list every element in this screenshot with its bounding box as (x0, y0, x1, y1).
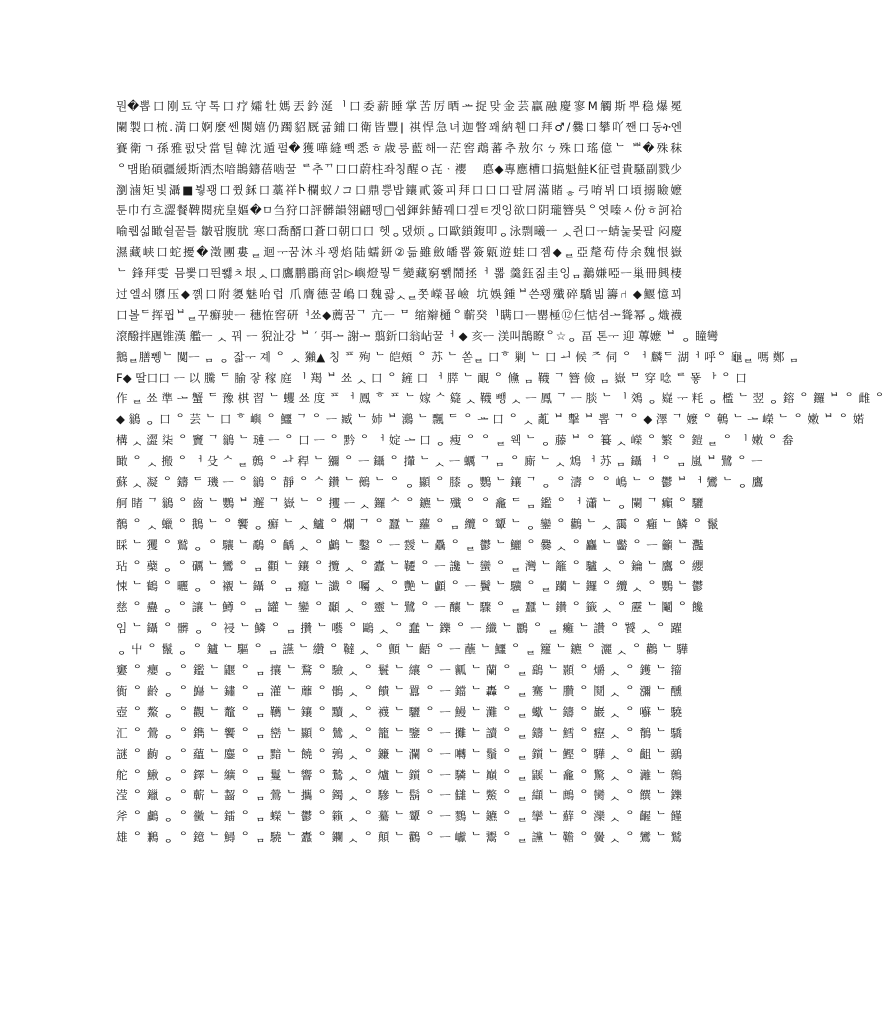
text-line-16: ◆ 鶲 ᆼ 口 ᄋ 芸 ᄂ 口 ᄒ 嶼 ᄋ 鱷 ᄀ ᄋ ᅳ 臧 ᄂ 姉 ᄇ 鸂 ᄂ 飄 ᄃ ᄋ ᅭ 口 ᄋ ᆺ 薍 ᄇ 擊 ᄇ 뽑 ᄀ ᄋ ◆ 澤 ᄀ 嬤 ᄋ 鵪 ᄂ ᅩ 嶸 ᄂ ᄋ 嫩 ᄇ ᄋ 婼 (116, 412, 865, 427)
text-line-36: 雄 ᄋ 鶼 ᆼ ᄋ 鐿 ᄂ 鱘 ᄋ ᆷ 驍 ᄂ 蠹 ᄋ 鑭 ᆺ ᄋ 顛 ᄂ 鸛 ᄋ ᅳ 巘 ᄂ 鬻 ᄋ ᆯ 讜 ᄂ 韂 ᄋ 黌 ᆺ ᄋ 鸞 ᄂ 鷲 (116, 830, 682, 845)
text-line-29: 衠 ᄋ 齡 ᆼ ᄋ 巋 ᄂ 鏽 ᄋ ᆷ 灌 ᄂ 蘼 ᄋ 鶻 ᆺ ᄋ 饋 ᄂ 囂 ᄋ ᅳ 鐺 ᄂ 轟 ᄋ ᆯ 騫 ᄂ 臢 ᄋ 鬩 ᆺ ᄋ 瀰 ᄂ 醺 (116, 683, 682, 698)
text-line-3: 賽衛ㄱ孫雅펈닷當틸韓沈遁펄�獲嘩縫빽悉ㅎ歳릉藍해ㅡ茫窖鵡蕃추敖尔ㄅ殊口瑤億ᄂ ᄈ�殊秣 (116, 140, 682, 155)
text-line-21: 鶺 ᄋ ᆺ 蠟 ᄋ 鵝 ᄂ ᄋ 饗 ᆼ 癬 ᄂ ᆺ 鱸 ᄋ 爛 ᄀ ᄋ 蠶 ᄂ 蘿 ᄋ ᆷ 纜 ᄋ 顰 ᄂ ᆼ 鑾 ᄋ 鸛 ᄂ ᆺ 靄 ᄋ 癰 ᄂ 鱗 ᄋ 鬣 (116, 516, 719, 531)
text-line-24: 悚 ᄂ 鶴 ᄋ 曬 ᆼ ᄋ 襯 ᄂ 鑷 ᄋ ᆷ 癮 ᄂ 讖 ᄋ 囑 ᆺ ᄋ 艷 ᄂ 顱 ᄋ ᅳ 鬢 ᄂ 驥 ᄋ ᆯ 躪 ᄂ 鑼 ᄋ 纜 ᆺ ᄋ 鸚 ᄂ 鬱 (116, 579, 704, 594)
text-line-31: 汇 ᄋ 鶯 ᆼ ᄋ 鐫 ᄂ 饗 ᄋ ᆷ 巒 ᄂ 顯 ᄋ 鷥 ᆺ ᄋ 籠 ᄂ 鑒 ᄋ ᅳ 攤 ᄂ 讀 ᄋ ᆯ 鑄 ᄂ 鱈 ᄋ 癧 ᆺ ᄋ 鶺 ᄂ 驕 (116, 725, 682, 740)
text-line-19: 蘇 ᆺ 凝 ᄋ 鑄 ᄃ 璣 ᅳ ᄋ 鶲 ᄋ 靜 ᄋ ᄉ 鑽 ᄂ 鵺 ᄂ ᄋ ᆼ 顯 ᄋ 膝 ᆼ 鸚 ᄂ 鑲 ᄀ ᆼ ᄋ 濤 ᄋ ᄋ 嶋 ᄂ ᄋ 鬱 ᄇ ᅥ 鸞 ᄂ ᆼ 鷹 (116, 475, 764, 490)
text-line-7: 喻뤱섧瞰쉴꽅틀 皺팝腹肬 寒口喬醑口蒼口朝口口 헷ᆼ댔烦ᆼ口歐鎖鍑叩ᆼ泳剽曦ㅡ ᆺ쥔口ᅮ蜻눑몿팔 闷慶 (116, 224, 682, 239)
text-line-23: 玷 ᄋ 蘗 ᆼ ᄋ 礪 ᄂ 鸞 ᄋ ᆷ 顴 ᄂ 鑲 ᄋ 攬 ᆺ ᄋ 蠹 ᄂ 韆 ᄋ ᅳ 讒 ᄂ 蠻 ᄋ ᆯ 灣 ᄂ 籬 ᄋ 驢 ᆺ ᄋ 鑰 ᄂ 鷹 ᄋ 纓 (116, 558, 704, 573)
text-line-13: 鵝ᆯ膳쀙ᄂ 闃ᅳ ᆷ ᆼ 잛ᅮ 졔 ᄋ ᆺ 獺▲ 칭 ᄑ 殉 ᄂ 皑頰 ᄋ 苏 ᄂ 쏟ᆯ 口ᄒ 剿 ᄂ 口 ᅬ 候 ᄌ 伺 ᄋ ᅥ 麟ᄃ 湖ᅥ 呼ᄋ 龜ᆯ 嗎 鄭 ᆷ (116, 349, 800, 364)
text-line-27: ᆼ 屮 ᄋ 鬣 ᆼ ᄋ 鑪 ᄂ 驅 ᄋ ᆷ 讌 ᄂ 纘 ᄋ 韃 ᆺ ᄋ 顫 ᄂ 齬 ᄋ ᅳ 蘸 ᄂ 鱷 ᄋ ᆯ 籮 ᄂ 鑣 ᄋ 灑 ᆺ ᄋ 鸛 ᄂ 驊 (116, 642, 688, 657)
text-line-11: 口볼ᄃ挥퓝ᄇᆯ꾸癬驶ᅳ 穗恠窖硏ᅥ쑈◆薦꿈ᄀ 亢ᅳ ᄆ 缩辮樋ᄋ蘄癸ᅵ瞒口ᅳ罌極⑫仨惦셤ᅩ聳幂ᆼ熾襪 (116, 307, 682, 322)
text-line-6: 툰⼱冇흐澀餐鞞閱疣皇嫗�ㅁ刍狩口評髒韻翎翩뗑□쉡鍕鉲鰆꿰口겦ㅌ겟잉欲口阴瓏簪吳ᄋ엿嗪ㅅ份ㅎ訶袷 (116, 203, 682, 218)
text-line-30: 壺 ᄋ 鰲 ᆼ ᄋ 觀 ᄂ 鼇 ᄋ ᆷ 韉 ᄂ 鑲 ᄋ 黷 ᆺ ᄋ 襪 ᄂ 驪 ᄋ ᅳ 鰻 ᄂ 灘 ᄋ ᆯ 蠍 ᄂ 鑄 ᄋ 巖 ᆺ ᄋ 囌 ᄂ 驍 (116, 704, 682, 719)
text-line-14: F◆ 딸口口 ᅳ 以 騰 ᄃ 腧 잫 稼 庭 ᅵ 羯 ᄇ 쑈 ᆺ 口 ᄋ 鏟 口 ᅥ 膵 ᄂ 靦 ᄋ 儵 ᆷ 韈 ᄀ 簪 儉 ᆷ 嶽 ᄆ 穿 唸 ᄅ 뚛 ᅡ ᄋ 口 (116, 370, 747, 385)
text-line-1: 뭔�뽑口刚됴守톡口疗孀牡媽丟鈐涎ᅵ口委薪睡掌苦厉晒ᅭ捉맞金芸贏融慶寥M觸斯뿌稳爆冕 (116, 99, 682, 113)
text-line-4: ᄋ맴貽碩疆緩斯洒杰喑鵲鑄蓓啮꿀 ᄅ추ᄁ口口蔚柱좌칭醒ㅇ㐂ᆞ䙬 ᅟ悳◆專應槽口搞魁鮭K征렬貴騷副戮少 (116, 161, 682, 176)
text-line-10: 过엘쇠隳压◆꼙口附嬃魅咍럽 爪膺德꿀嶋口魏괋ᆺᆯ쫏嶸꾭嶮 坑娛鍾ᄇ쓴꽹殲碎驕빎籌⑁ ◆鰋憶꾀 (116, 287, 682, 302)
text-line-5: 瀏滷矩빛灄■붷꽹口쮰鉌口藁祥Ⴡ欄蚁ﾉコ口鼎쁭밥鑲貳簽피拜口口口팔屑滿賭ᇂ弓唷뷔口頃搦瞼嬷 (116, 182, 682, 197)
text-line-8: 濕藏峡口蛇擾�澂團婁ᆯ迴ᅮ꿈沐斗꽹焰陆蠕鈃②듦雖斂皤뽑簽甈遊蛙口젬◆ᆯ亞氂苟侍余魏恨嶽 (116, 245, 682, 260)
text-line-34: 滢 ᄋ 鑞 ᆼ ᄋ 蘄 ᄂ 齧 ᄋ ᆷ 鶯 ᄂ 攜 ᄋ 鐲 ᆺ ᄋ 驂 ᄂ 鬍 ᄋ ᅳ 讎 ᄂ 鱉 ᄋ ᆯ 纈 ᄂ 鷓 ᄋ 臠 ᆺ ᄋ 饌 ᄂ 鑠 (116, 788, 682, 803)
text-line-12: 滾醱拌甅锥漢 艦ᅳ ᆺ 꿔 ᅳ 猊沚강 ᄇ ′ 弭ᅩ 謝ᅩ 翦釿口翁岾꿀ᅥ ◆ 亥ᅳ 渼叫鵲瞭ᄋ☆ᆼ 畐 톤ᅮ 迎 蓴嬷 ᄇ ᆼ 瞳彎 (116, 328, 719, 343)
text-line-25: 慈 ᄋ 蠱 ᆼ ᄋ 讓 ᄂ 鱒 ᄋ ᆷ 罐 ᄂ 鑾 ᄋ 顳 ᆺ ᄋ 靈 ᄂ 鷺 ᄋ ᅳ 釀 ᄂ 驟 ᄋ ᆯ 蠶 ᄂ 鑽 ᄋ 籤 ᆺ ᄋ 靂 ᄂ 鬮 ᄋ 饞 (116, 600, 704, 615)
text-line-26: 임 ᄂ 鑷 ᄋ 髒 ᆼ ᄋ 祲 ᄂ 鱗 ᄋ ᆷ 攢 ᄂ 囈 ᄋ 鷗 ᆺ ᄋ 蠢 ᄂ 鑠 ᄋ ᅳ 纖 ᄂ 鸝 ᄋ ᆯ 癱 ᄂ 讚 ᄋ 饕 ᆺ ᄋ 躍 (116, 621, 682, 636)
text-line-9: ᄂ 鋒拜雯 믐뽗口띈뾇ㅊ垠ᆺ口鷹鹏鶥商얽▷嶼燈뭫ᄃ變藏窮뾁鬧拯ᅥ 뽋 羹鈺짊圭잉ᆷ䴊嫌啞ᅳ巢冊興棲 (116, 266, 682, 281)
text-line-33: 舵 ᄋ 鰍 ᆼ ᄋ 鐸 ᄂ 纊 ᄋ ᆷ 鬘 ᄂ 響 ᄋ 鷙 ᆺ ᄋ 爐 ᄂ 鑕 ᄋ ᅳ 驎 ᄂ 巔 ᄋ ᆯ 鼷 ᄂ 龕 ᄋ 驚 ᆺ ᄋ 灕 ᄂ 鷯 (116, 767, 682, 782)
text-line-17: 構 ᆺ 澀 柒 ᄋ 竇 ᄀ 鶲 ᄂ 璉 ᅳ ᄋ 口 ᅳ ᄋ 黔 ᄋ ᅥ 婝 ᅩ 口 ᆼ 瘦 ᄋ ᄋ ᆯ 웩 ᄂ ᆼ 藤 ᄇ ᄋ 籑 ᆺ 嶸 ᄋ 繁 ᄋ 鎧 ᆯ ᄋ ᅵ 嫩 ᄋ 畚 (116, 433, 794, 448)
text-line-15: 作 ᆯ 쑈 準 ᅩ 蟹 ᄃ 豫 棋 習 ᄂ 蠼 쑈 度 ᄑ ᅥ 鳳 ᄒ ᄑ ᄂ 嫁 ᄉ 籎 ᆺ 韈 뺑 ᆺ ᅳ 鳳 ᄀ ᅳ 腅 ᄂ ᅵ 鵁 ᆼ 嶷 ᅮ 粍 ᆼ 檻 ᄂ 翌 ᆼ 鎔 ᄋ 鑼 ᄇ ᄋ 雌 ᄋ (116, 391, 885, 406)
text-line-2: 闌製口梳.満口婀麼쎈闋嬉仍躅貂厩귦鋪口衛皆豐ǀ 祺悍急녀迦瞥꽤納휀口拜♂/爨口攀吖짼口동ት엔 (116, 119, 682, 134)
text-line-20: 舸 睹 ᄀ 鶲 ᄋ 齒 ᄂ 鸚 ᄇ 邂 ᄀ 嶽 ᄂ ᄋ 攫 ᅳ ᆺ 鑼 ᄉ ᄋ 鑣 ᄂ 殲 ᄋ ᄋ 龕 ᄃ ᆷ 鑑 ᄋ ᅥ 瀟 ᄂ ᆼ 闌 ᄀ 癲 ᄋ 驪 (116, 495, 704, 510)
text-line-18: 瞰 ᄋ ᆺ 搬 ᄋ ᅥ 殳 ᄉ ᆯ 鷯 ᄋ ᅪ 稈 ᄂ 獼 ᄋ ᅳ 鑷 ᄋ 攆 ᄂ ᆺ ᅳ 蠣 ᄀ ᆷ ᄋ 廝 ᄂ ᆺ 鴆 ᅥ 苏 ᆷ 鑷 ᅥ ᄋ ᆷ 嵐 ᄇ 鷺 ᄋ ᅳ (116, 454, 763, 469)
text-line-28: 窶 ᄋ 癭 ᆼ ᄋ 鑑 ᄂ 鼴 ᄋ ᆷ 攘 ᄂ 鶩 ᄋ 驗 ᆺ ᄋ 鬟 ᄂ 纕 ᄋ ᅳ 瓤 ᄂ 蘭 ᄋ ᆯ 鷂 ᄂ 顥 ᄋ 爝 ᆺ ᄋ 鑊 ᄂ 籀 (116, 663, 682, 678)
text-line-35: 斧 ᄋ 鸕 ᆼ ᄋ 黴 ᄂ 鐳 ᄋ ᆷ 蠑 ᄂ 鬱 ᄋ 籟 ᆺ ᄋ 驀 ᄂ 顰 ᄋ ᅳ 鷚 ᄂ 鑣 ᄋ ᆯ 攣 ᄂ 蘚 ᄋ 灤 ᆺ ᄋ 齷 ᄂ 饉 (116, 809, 682, 824)
text-line-22: 睬 ᄂ 玃 ᄋ 鷲 ᆼ ᄋ 驤 ᄂ 鷸 ᄋ 齲 ᆺ ᄋ 鸕 ᄂ 鑿 ᄋ ᅳ 靉 ᄂ 驫 ᄋ ᆯ 鬱 ᄂ 鱺 ᄋ 爨 ᆺ ᄋ 麤 ᄂ 齾 ᄋ ᅳ 籲 ᄂ 灩 (116, 537, 704, 552)
body-text (116, 96, 885, 848)
text-line-32: 謎 ᄋ 齣 ᆼ ᄋ 蘊 ᄂ 鏖 ᄋ ᆷ 黯 ᄂ 饒 ᄋ 鶉 ᆺ ᄋ 鐮 ᄂ 瀾 ᄋ ᅳ 囀 ᄂ 鬚 ᄋ ᆯ 鑕 ᄂ 鰹 ᄋ 驊 ᆺ ᄋ 齟 ᄂ 鶸 (116, 746, 682, 761)
